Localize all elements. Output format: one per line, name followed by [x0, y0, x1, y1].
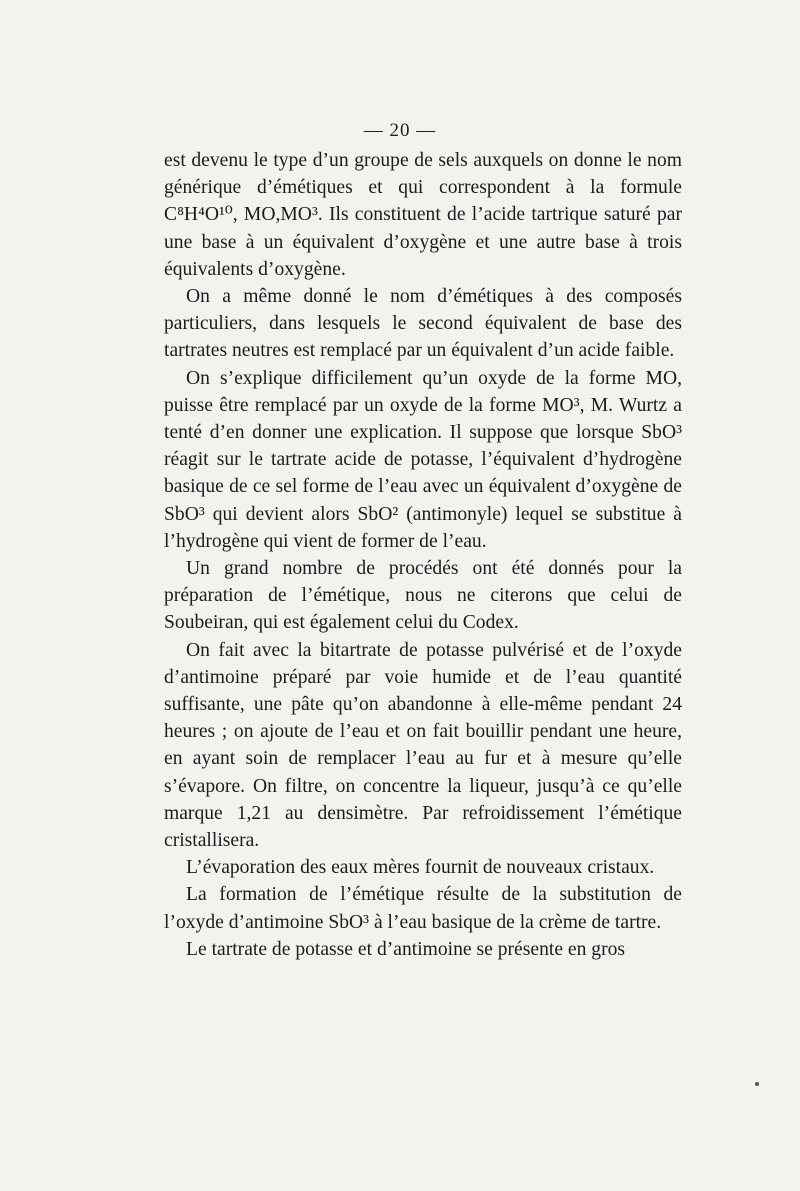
paragraph: On a même donné le nom d’émétiques à des composés particuliers, dans lesquels le second équivalent de base des tartrates neutres est remplacé par un équivalent d’un acide faible. — [164, 286, 682, 362]
paper-speck — [755, 1082, 759, 1086]
paragraph: Le tartrate de potasse et d’antimoine se présente en gros — [186, 938, 626, 960]
paragraph: On fait avec la bitartrate de potasse pulvérisé et de l’oxyde d’antimoine préparé par voie humide et de l’eau quantité suffisante, une pâte qu’on abandonne à elle-même pendant 24 heures ; on ajoute de l’eau et on fait bouillir pendant une heure, en ayant soin de remplacer l’eau au fur et à mesure qu’elle s’évapore. On filtre, on concentre la liqueur, jusqu’à ce qu’elle marque 1,21 au densimètre. Par refroidissement l’émétique cristallisera. — [164, 639, 682, 852]
paragraph: On s’explique difficilement qu’un oxyde de la forme MO, puisse être remplacé par un oxyde de la forme MO³, M. Wurtz a tenté d’en donner une explication. Il suppose que lorsque SbO³ réagit sur le tartrate acide de potasse, l’équivalent d’hydrogène basique de ce sel forme de l’eau avec un équivalent d’oxygène de SbO³ qui devient alors SbO² (antimonyle) lequel se substitue à l’hydrogène qui vient de former de l’eau. — [164, 367, 682, 552]
body-text — [164, 147, 682, 963]
paragraph: La formation de l’émétique résulte de la substitution de l’oxyde d’antimoine SbO³ à l’eau basique de la crème de tartre. — [164, 884, 682, 933]
paragraph: Un grand nombre de procédés ont été donnés pour la préparation de l’émétique, nous ne citerons que celui de Soubeiran, qui est également celui du Codex. — [164, 558, 682, 634]
paragraph: L’évaporation des eaux mères fournit de nouveaux cristaux. — [186, 857, 655, 879]
paragraph: est devenu le type d’un groupe de sels auxquels on donne le nom générique d’émétiques et qui correspondent à la formule C⁸H⁴O¹⁰, MO,MO³. Ils constituent de l’acide tartrique saturé par une base à un équivalent d’oxygène et une autre base à trois équivalents d’oxygène. — [164, 150, 682, 280]
page-number: — 20 — — [363, 120, 437, 141]
